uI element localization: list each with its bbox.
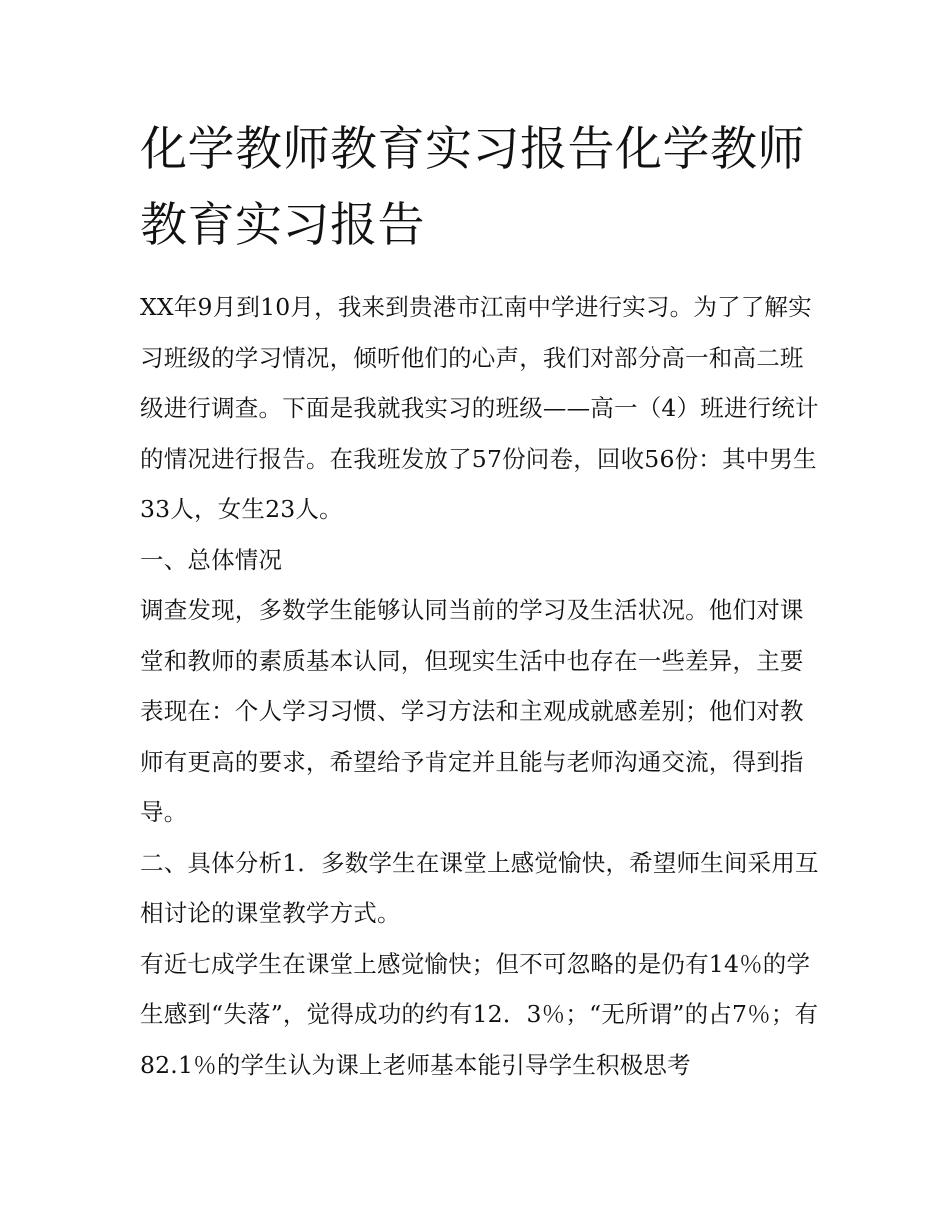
document-title: 化学教师教育实习报告化学教师教育实习报告	[140, 122, 805, 253]
paragraph-overall-findings: 调查发现，多数学生能够认同当前的学习及生活状况。他们对课堂和教师的素质基本认同，但现实生活中也存在一些差异，主要表现在：个人学习习惯、学习方法和主观成就感差别；他们对教师有更高的要求，希望给予肯定并且能与老师沟通交流，得到指导。	[140, 596, 804, 826]
section-heading-analysis: 二、具体分析1．多数学生在课堂上感觉愉快，希望师生间采用互相讨论的课堂教学方式。	[140, 848, 819, 927]
paragraph-intro: XX年9月到10月，我来到贵港市江南中学进行实习。为了了解实习班级的学习情况，倾听他们的心声，我们对部分高一和高二班级进行调查。下面是我就我实习的班级——高一（4）班进行统计的情况进行报告。在我班发放了57份问卷，回收56份：其中男生33人，女生23人。	[140, 293, 819, 523]
paragraph-analysis-details: 有近七成学生在课堂上感觉愉快；但不可忽略的是仍有14％的学生感到“失落”，觉得成功的约有12．3％；“无所谓”的占7％；有82.1％的学生认为课上老师基本能引导学生积极思考	[140, 949, 819, 1079]
document-body	[140, 112, 820, 1090]
section-heading-overall: 一、总体情况	[140, 545, 283, 574]
